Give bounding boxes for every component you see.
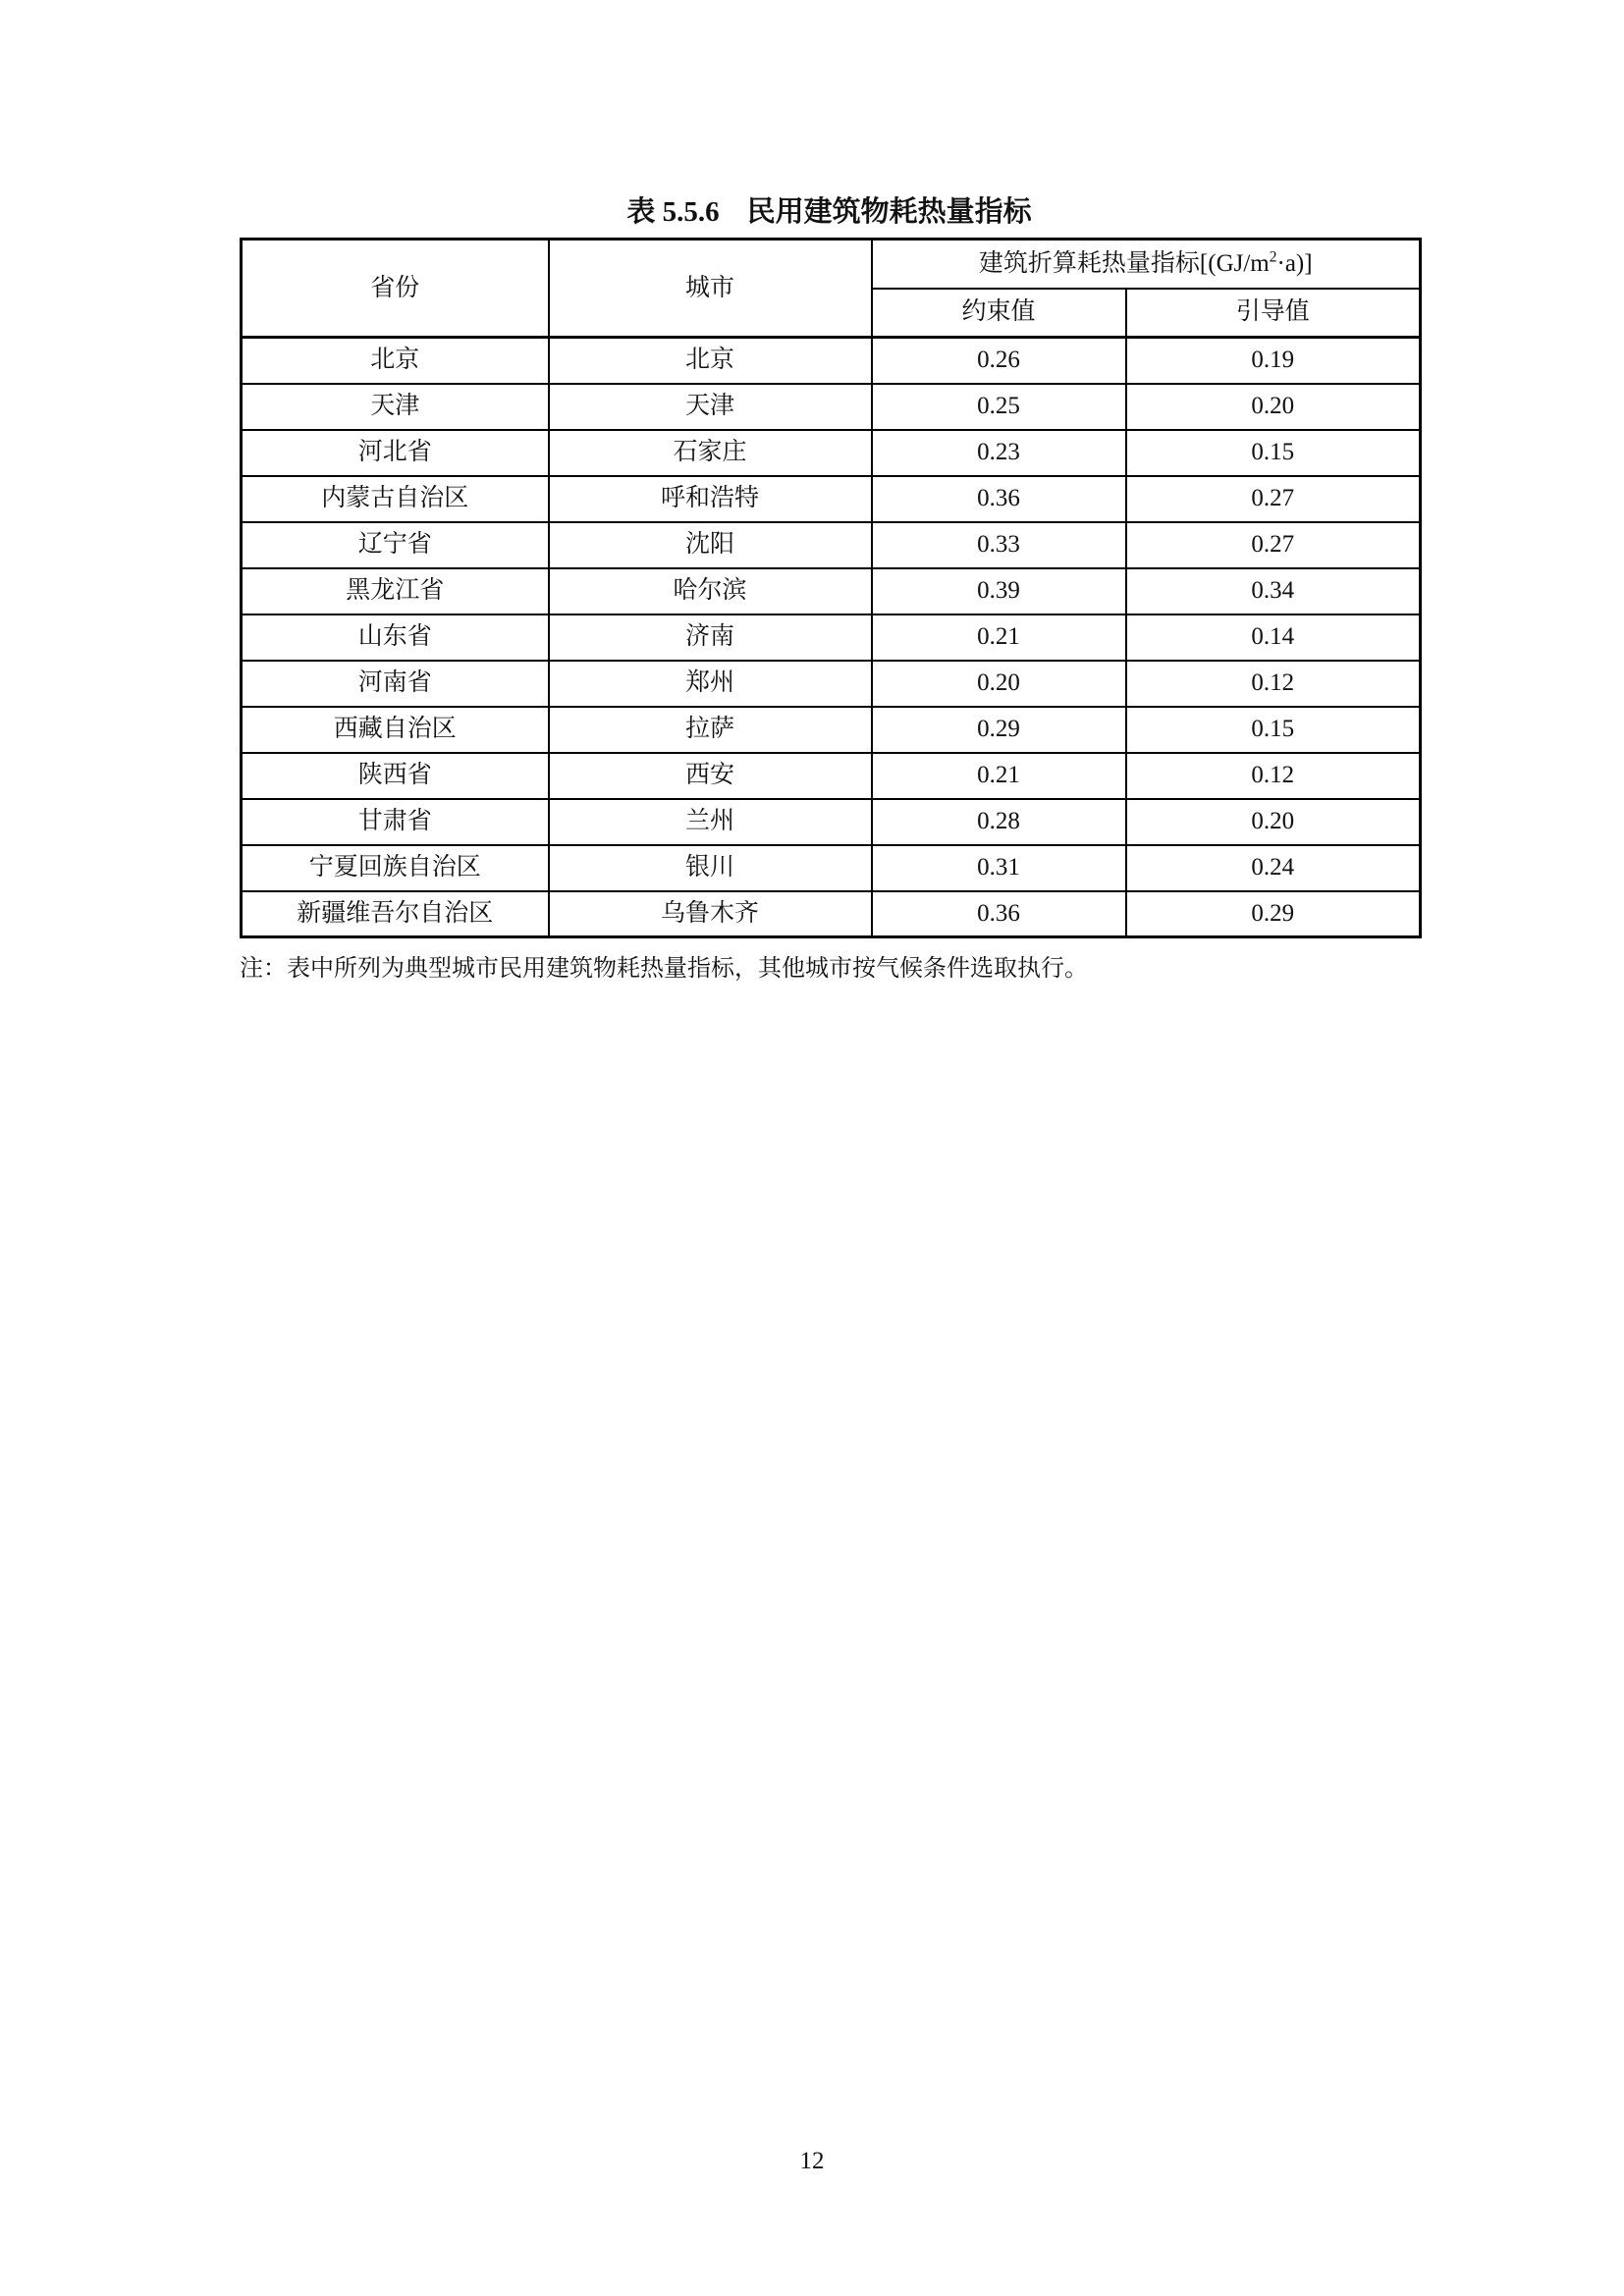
cell-constraint-value: 0.33 [872, 522, 1126, 568]
cell-province: 河南省 [242, 661, 549, 707]
cell-guide-value: 0.19 [1126, 338, 1421, 384]
table-row [242, 707, 1421, 753]
cell-province: 陕西省 [242, 753, 549, 799]
cell-guide-value: 0.20 [1126, 799, 1421, 845]
cell-guide-value: 0.12 [1126, 661, 1421, 707]
cell-province: 新疆维吾尔自治区 [242, 891, 549, 937]
cell-province: 黑龙江省 [242, 568, 549, 614]
cell-city: 兰州 [549, 799, 872, 845]
cell-guide-value: 0.15 [1126, 707, 1421, 753]
cell-city: 乌鲁木齐 [549, 891, 872, 937]
cell-guide-value: 0.24 [1126, 845, 1421, 891]
table-note-text: 表中所列为典型城市民用建筑物耗热量指标，其他城市按气候条件选取执行。 [287, 956, 1088, 982]
cell-city: 哈尔滨 [549, 568, 872, 614]
cell-province: 北京 [242, 338, 549, 384]
cell-constraint-value: 0.21 [872, 753, 1126, 799]
cell-constraint-value: 0.28 [872, 799, 1126, 845]
cell-province: 甘肃省 [242, 799, 549, 845]
col-header-index-group [872, 240, 1421, 289]
cell-city: 北京 [549, 338, 872, 384]
col-header-guide: 引导值 [1126, 289, 1421, 338]
table-caption-title: 民用建筑物耗热量指标 [746, 196, 1032, 228]
table-caption [240, 189, 1419, 230]
table-row [242, 661, 1421, 707]
cell-province: 内蒙古自治区 [242, 476, 549, 522]
cell-city: 石家庄 [549, 430, 872, 476]
cell-constraint-value: 0.39 [872, 568, 1126, 614]
col-header-constraint: 约束值 [872, 289, 1126, 338]
cell-guide-value: 0.27 [1126, 522, 1421, 568]
cell-province: 西藏自治区 [242, 707, 549, 753]
index-group-suffix: ·a)] [1276, 249, 1313, 277]
cell-city: 西安 [549, 753, 872, 799]
cell-guide-value: 0.20 [1126, 384, 1421, 430]
cell-province: 辽宁省 [242, 522, 549, 568]
table-row [242, 845, 1421, 891]
table-row [242, 522, 1421, 568]
cell-guide-value: 0.12 [1126, 753, 1421, 799]
cell-constraint-value: 0.20 [872, 661, 1126, 707]
cell-constraint-value: 0.36 [872, 891, 1126, 937]
cell-province: 宁夏回族自治区 [242, 845, 549, 891]
table-row [242, 430, 1421, 476]
cell-constraint-value: 0.26 [872, 338, 1126, 384]
index-group-prefix: 建筑折算耗热量指标[(GJ/m [978, 249, 1270, 277]
page-number: 12 [799, 2148, 825, 2174]
cell-city: 沈阳 [549, 522, 872, 568]
table-row [242, 568, 1421, 614]
table-note [240, 952, 1477, 986]
cell-city: 拉萨 [549, 707, 872, 753]
cell-city: 郑州 [549, 661, 872, 707]
col-header-province: 省份 [242, 240, 549, 338]
cell-guide-value: 0.15 [1126, 430, 1421, 476]
table-row [242, 338, 1421, 384]
table-row [242, 891, 1421, 937]
cell-constraint-value: 0.21 [872, 614, 1126, 661]
cell-guide-value: 0.34 [1126, 568, 1421, 614]
cell-constraint-value: 0.31 [872, 845, 1126, 891]
table-row [242, 799, 1421, 845]
cell-constraint-value: 0.23 [872, 430, 1126, 476]
header-group-row [242, 240, 1421, 289]
cell-province: 河北省 [242, 430, 549, 476]
cell-city: 银川 [549, 845, 872, 891]
cell-guide-value: 0.27 [1126, 476, 1421, 522]
cell-guide-value: 0.29 [1126, 891, 1421, 937]
table-body [242, 338, 1421, 937]
cell-city: 呼和浩特 [549, 476, 872, 522]
cell-constraint-value: 0.29 [872, 707, 1126, 753]
index-group-superscript: 2 [1269, 248, 1277, 266]
cell-guide-value: 0.14 [1126, 614, 1421, 661]
table-header [242, 240, 1421, 338]
col-header-city: 城市 [549, 240, 872, 338]
table-row [242, 476, 1421, 522]
table-row [242, 384, 1421, 430]
table-row [242, 614, 1421, 661]
cell-constraint-value: 0.25 [872, 384, 1126, 430]
cell-city: 天津 [549, 384, 872, 430]
heat-consumption-table [240, 238, 1422, 938]
table-caption-number: 表 5.5.6 [626, 196, 720, 228]
cell-province: 山东省 [242, 614, 549, 661]
table-note-label: 注： [240, 956, 287, 982]
cell-province: 天津 [242, 384, 549, 430]
cell-constraint-value: 0.36 [872, 476, 1126, 522]
table-row [242, 753, 1421, 799]
cell-city: 济南 [549, 614, 872, 661]
